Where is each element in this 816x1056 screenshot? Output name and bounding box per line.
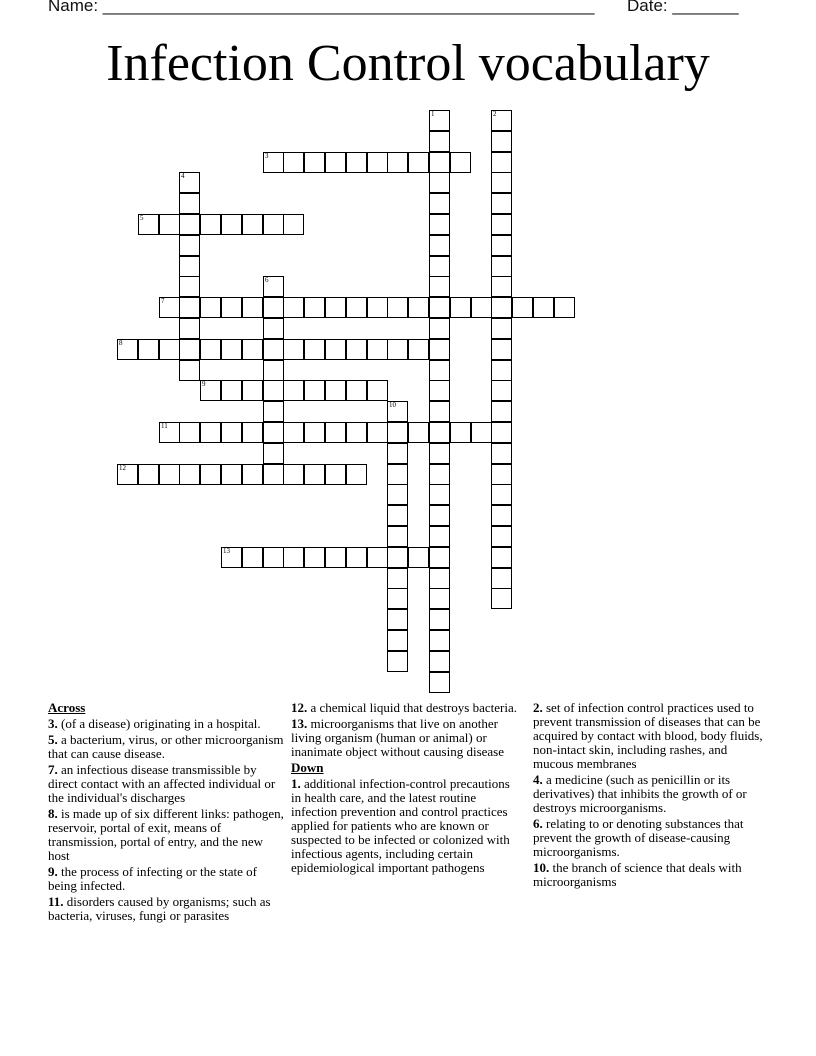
crossword-cell[interactable] xyxy=(179,256,200,277)
clue-number: 4. xyxy=(533,772,543,787)
crossword-cell[interactable] xyxy=(200,380,221,401)
clue-text: is made up of six different links: pathogen, reservoir, portal of exit, means of transmission, portal of entry, and the new host xyxy=(48,806,284,863)
clue-start-number: 5 xyxy=(140,214,144,222)
clue-start-number: 12 xyxy=(119,464,126,472)
crossword-cell[interactable] xyxy=(283,380,304,401)
crossword-cell[interactable] xyxy=(429,651,450,672)
clue-text: a medicine (such as penicillin or its derivatives) that inhibits the growth of or destroys microorganisms. xyxy=(533,772,747,815)
crossword-cell[interactable] xyxy=(346,152,367,173)
crossword-cell[interactable] xyxy=(263,318,284,339)
crossword-cell[interactable] xyxy=(450,422,471,443)
clue-down-6 xyxy=(533,817,769,859)
crossword-cell[interactable] xyxy=(200,422,221,443)
crossword-cell[interactable] xyxy=(387,422,408,443)
crossword-cell[interactable] xyxy=(387,297,408,318)
crossword-cell[interactable] xyxy=(263,339,284,360)
crossword-cell[interactable] xyxy=(429,360,450,381)
crossword-cell[interactable] xyxy=(491,152,512,173)
crossword-cell[interactable] xyxy=(387,547,408,568)
crossword-cell[interactable] xyxy=(263,422,284,443)
crossword-cell[interactable] xyxy=(367,547,388,568)
crossword-cell[interactable] xyxy=(429,297,450,318)
clue-column-1 xyxy=(48,701,284,925)
crossword-cell[interactable] xyxy=(491,318,512,339)
clue-text: a bacterium, virus, or other microorganism that can cause disease. xyxy=(48,732,284,761)
clue-text: an infectious disease transmissible by direct contact with an affected individual or the individual's discharges xyxy=(48,762,276,805)
crossword-cell[interactable] xyxy=(408,297,429,318)
crossword-cell[interactable] xyxy=(367,297,388,318)
crossword-cell[interactable] xyxy=(263,443,284,464)
crossword-cell[interactable] xyxy=(346,464,367,485)
crossword-cell[interactable] xyxy=(387,464,408,485)
crossword-cell[interactable] xyxy=(429,547,450,568)
clue-start-number: 8 xyxy=(119,339,123,347)
crossword-cell[interactable] xyxy=(367,380,388,401)
crossword-cell[interactable] xyxy=(491,484,512,505)
crossword-cell[interactable] xyxy=(429,339,450,360)
clue-start-number: 11 xyxy=(161,422,168,430)
crossword-cell[interactable] xyxy=(242,214,263,235)
crossword-cell[interactable] xyxy=(491,401,512,422)
clue-number: 12. xyxy=(291,700,308,715)
crossword-cell[interactable] xyxy=(325,422,346,443)
crossword-cell[interactable] xyxy=(491,568,512,589)
crossword-cell[interactable] xyxy=(138,464,159,485)
crossword-cell[interactable] xyxy=(179,360,200,381)
crossword-cell[interactable] xyxy=(179,422,200,443)
crossword-cell[interactable] xyxy=(179,464,200,485)
clue-text: a chemical liquid that destroys bacteria. xyxy=(310,700,517,715)
page-title: Infection Control vocabulary xyxy=(106,35,710,92)
clue-text: additional infection-control precautions in health care, and the latest routine infection prevention and control practices applied for patients who are known or suspected to be infected or colonized with infectious agents, including certain epidemiological important pathogens xyxy=(291,776,510,875)
crossword-cell[interactable] xyxy=(491,235,512,256)
crossword-cell[interactable] xyxy=(387,609,408,630)
crossword-cell[interactable] xyxy=(429,609,450,630)
crossword-cell[interactable] xyxy=(491,505,512,526)
crossword-cell[interactable] xyxy=(429,380,450,401)
crossword-cell[interactable] xyxy=(283,422,304,443)
crossword-cell[interactable] xyxy=(304,339,325,360)
crossword-cell[interactable] xyxy=(387,630,408,651)
clue-down-1 xyxy=(291,777,523,875)
clue-start-number: 6 xyxy=(265,276,269,284)
crossword-cell[interactable] xyxy=(200,339,221,360)
crossword-cell[interactable] xyxy=(491,464,512,485)
clue-start-number: 3 xyxy=(265,152,269,160)
crossword-cell[interactable] xyxy=(387,568,408,589)
crossword-cell[interactable] xyxy=(138,339,159,360)
crossword-cell[interactable] xyxy=(346,339,367,360)
crossword-cell[interactable] xyxy=(387,484,408,505)
crossword-cell[interactable] xyxy=(429,131,450,152)
crossword-cell[interactable] xyxy=(387,588,408,609)
crossword-cell[interactable] xyxy=(367,422,388,443)
crossword-cell[interactable] xyxy=(200,464,221,485)
crossword-cell[interactable] xyxy=(367,152,388,173)
crossword-cell[interactable] xyxy=(346,547,367,568)
crossword-cell[interactable] xyxy=(408,152,429,173)
crossword-cell[interactable] xyxy=(429,235,450,256)
clue-text: relating to or denoting substances that prevent the growth of disease-causing microorganisms. xyxy=(533,816,744,859)
crossword-cell[interactable] xyxy=(491,339,512,360)
crossword-cell[interactable] xyxy=(283,464,304,485)
crossword-cell[interactable] xyxy=(179,297,200,318)
clue-number: 2. xyxy=(533,700,543,715)
crossword-cell[interactable] xyxy=(304,422,325,443)
crossword-cell[interactable] xyxy=(450,152,471,173)
crossword-cell[interactable] xyxy=(263,152,284,173)
crossword-cell[interactable] xyxy=(159,422,180,443)
crossword-cell[interactable] xyxy=(263,401,284,422)
clue-across-12 xyxy=(291,701,523,715)
clue-across-11 xyxy=(48,895,284,923)
crossword-cell[interactable] xyxy=(429,214,450,235)
crossword-cell[interactable] xyxy=(179,193,200,214)
clue-start-number: 2 xyxy=(493,110,497,118)
clue-column-3 xyxy=(533,701,769,891)
date-field[interactable]: Date: _______ xyxy=(627,0,739,15)
crossword-cell[interactable] xyxy=(221,297,242,318)
crossword-cell[interactable] xyxy=(408,547,429,568)
crossword-cell[interactable] xyxy=(491,256,512,277)
crossword-cell[interactable] xyxy=(554,297,575,318)
crossword-cell[interactable] xyxy=(471,297,492,318)
crossword-cell[interactable] xyxy=(263,380,284,401)
clue-number: 3. xyxy=(48,716,58,731)
crossword-cell[interactable] xyxy=(221,547,242,568)
crossword-cell[interactable] xyxy=(117,339,138,360)
clue-column-2 xyxy=(291,701,523,877)
crossword-cell[interactable] xyxy=(491,547,512,568)
crossword-cell[interactable] xyxy=(533,297,554,318)
crossword-cell[interactable] xyxy=(346,297,367,318)
clue-start-number: 1 xyxy=(431,110,435,118)
crossword-cell[interactable] xyxy=(387,443,408,464)
crossword-cell[interactable] xyxy=(429,588,450,609)
crossword-cell[interactable] xyxy=(179,318,200,339)
crossword-cell[interactable] xyxy=(491,526,512,547)
clue-down-4 xyxy=(533,773,769,815)
crossword-cell[interactable] xyxy=(221,339,242,360)
crossword-cell[interactable] xyxy=(491,422,512,443)
clue-start-number: 10 xyxy=(389,401,396,409)
clue-start-number: 7 xyxy=(161,297,165,305)
crossword-cell[interactable] xyxy=(242,547,263,568)
clue-number: 10. xyxy=(533,860,550,875)
clue-number: 9. xyxy=(48,864,58,879)
crossword-cell[interactable] xyxy=(179,276,200,297)
crossword-cell[interactable] xyxy=(242,297,263,318)
crossword-cell[interactable] xyxy=(429,193,450,214)
clue-text: disorders caused by organisms; such as bacteria, viruses, fungi or parasites xyxy=(48,894,271,923)
crossword-cell[interactable] xyxy=(450,297,471,318)
crossword-cell[interactable] xyxy=(304,464,325,485)
crossword-cell[interactable] xyxy=(283,547,304,568)
crossword-cell[interactable] xyxy=(429,401,450,422)
crossword-cell[interactable] xyxy=(325,380,346,401)
crossword-cell[interactable] xyxy=(429,276,450,297)
clue-number: 5. xyxy=(48,732,58,747)
crossword-cell[interactable] xyxy=(491,276,512,297)
clue-number: 1. xyxy=(291,776,301,791)
crossword-cell[interactable] xyxy=(387,152,408,173)
clue-down-10 xyxy=(533,861,769,889)
crossword-cell[interactable] xyxy=(263,214,284,235)
crossword-cell[interactable] xyxy=(408,422,429,443)
crossword-cell[interactable] xyxy=(283,297,304,318)
crossword-cell[interactable] xyxy=(283,339,304,360)
crossword-cell[interactable] xyxy=(491,110,512,131)
crossword-cell[interactable] xyxy=(304,547,325,568)
crossword-cell[interactable] xyxy=(325,339,346,360)
crossword-cell[interactable] xyxy=(429,526,450,547)
crossword-cell[interactable] xyxy=(263,297,284,318)
clue-down-2 xyxy=(533,701,769,771)
crossword-cell[interactable] xyxy=(200,214,221,235)
crossword-cell[interactable] xyxy=(325,152,346,173)
crossword-cell[interactable] xyxy=(387,401,408,422)
crossword-cell[interactable] xyxy=(221,422,242,443)
name-field[interactable]: Name: ____________________________________________________ xyxy=(48,0,595,15)
crossword-cell[interactable] xyxy=(387,526,408,547)
crossword-cell[interactable] xyxy=(429,672,450,693)
crossword-cell[interactable] xyxy=(325,547,346,568)
crossword-cell[interactable] xyxy=(304,380,325,401)
crossword-cell[interactable] xyxy=(159,297,180,318)
crossword-cell[interactable] xyxy=(283,152,304,173)
clue-text: the branch of science that deals with microorganisms xyxy=(533,860,742,889)
crossword-cell[interactable] xyxy=(159,339,180,360)
clue-start-number: 13 xyxy=(223,547,230,555)
crossword-cell[interactable] xyxy=(429,422,450,443)
clue-across-5 xyxy=(48,733,284,761)
crossword-cell[interactable] xyxy=(221,214,242,235)
crossword-cell[interactable] xyxy=(387,651,408,672)
crossword-cell[interactable] xyxy=(179,172,200,193)
crossword-cell[interactable] xyxy=(429,568,450,589)
clue-across-7 xyxy=(48,763,284,805)
across-heading: Across xyxy=(48,700,86,715)
clue-across-3 xyxy=(48,717,284,731)
clue-text: (of a disease) originating in a hospital. xyxy=(61,716,261,731)
crossword-cell[interactable] xyxy=(346,422,367,443)
crossword-cell[interactable] xyxy=(491,297,512,318)
clue-text: set of infection control practices used to prevent transmission of diseases that can be acquired by contact with blood, body fluids, non-intact skin, including rashes, and mucous membranes xyxy=(533,700,763,771)
crossword-cell[interactable] xyxy=(263,276,284,297)
crossword-cell[interactable] xyxy=(491,172,512,193)
crossword-cell[interactable] xyxy=(429,443,450,464)
crossword-cell[interactable] xyxy=(242,422,263,443)
clue-number: 11. xyxy=(48,894,64,909)
crossword-cell[interactable] xyxy=(387,505,408,526)
crossword-cell[interactable] xyxy=(242,380,263,401)
crossword-cell[interactable] xyxy=(429,110,450,131)
crossword-cell[interactable] xyxy=(263,464,284,485)
crossword-cell[interactable] xyxy=(491,360,512,381)
crossword-cell[interactable] xyxy=(304,152,325,173)
crossword-cell[interactable] xyxy=(325,297,346,318)
crossword-cell[interactable] xyxy=(179,214,200,235)
crossword-cell[interactable] xyxy=(429,484,450,505)
crossword-cell[interactable] xyxy=(429,152,450,173)
crossword-cell[interactable] xyxy=(159,464,180,485)
clue-number: 7. xyxy=(48,762,58,777)
crossword-cell[interactable] xyxy=(429,630,450,651)
crossword-cell[interactable] xyxy=(221,380,242,401)
clue-number: 8. xyxy=(48,806,58,821)
crossword-cell[interactable] xyxy=(471,422,492,443)
crossword-cell[interactable] xyxy=(491,193,512,214)
clue-number: 6. xyxy=(533,816,543,831)
clue-text: microorganisms that live on another living organism (human or animal) or inanimate object without causing disease xyxy=(291,716,504,759)
crossword-cell[interactable] xyxy=(512,297,533,318)
crossword-cell[interactable] xyxy=(304,297,325,318)
crossword-cell[interactable] xyxy=(387,339,408,360)
crossword-cell[interactable] xyxy=(283,214,304,235)
clue-across-9 xyxy=(48,865,284,893)
crossword-cell[interactable] xyxy=(408,339,429,360)
clue-across-8 xyxy=(48,807,284,863)
crossword-cell[interactable] xyxy=(263,360,284,381)
crossword-cell[interactable] xyxy=(429,172,450,193)
clue-start-number: 9 xyxy=(202,380,206,388)
crossword-cell[interactable] xyxy=(159,214,180,235)
crossword-cell[interactable] xyxy=(429,318,450,339)
crossword-cell[interactable] xyxy=(491,131,512,152)
down-heading: Down xyxy=(291,760,324,775)
clue-across-13 xyxy=(291,717,523,759)
crossword-cell[interactable] xyxy=(325,464,346,485)
crossword-cell[interactable] xyxy=(429,464,450,485)
crossword-cell[interactable] xyxy=(221,464,242,485)
clue-start-number: 4 xyxy=(181,172,185,180)
crossword-cell[interactable] xyxy=(429,256,450,277)
crossword-cell[interactable] xyxy=(242,464,263,485)
clue-text: the process of infecting or the state of being infected. xyxy=(48,864,258,893)
crossword-cell[interactable] xyxy=(179,339,200,360)
crossword-cell[interactable] xyxy=(429,505,450,526)
crossword-cell[interactable] xyxy=(263,547,284,568)
crossword-cell[interactable] xyxy=(491,380,512,401)
crossword-cell[interactable] xyxy=(117,464,138,485)
crossword-cell[interactable] xyxy=(346,380,367,401)
crossword-cell[interactable] xyxy=(242,339,263,360)
crossword-cell[interactable] xyxy=(491,588,512,609)
crossword-cell[interactable] xyxy=(367,339,388,360)
crossword-cell[interactable] xyxy=(179,235,200,256)
crossword-cell[interactable] xyxy=(200,297,221,318)
crossword-cell[interactable] xyxy=(491,214,512,235)
clue-number: 13. xyxy=(291,716,308,731)
crossword-cell[interactable] xyxy=(138,214,159,235)
crossword-cell[interactable] xyxy=(491,443,512,464)
